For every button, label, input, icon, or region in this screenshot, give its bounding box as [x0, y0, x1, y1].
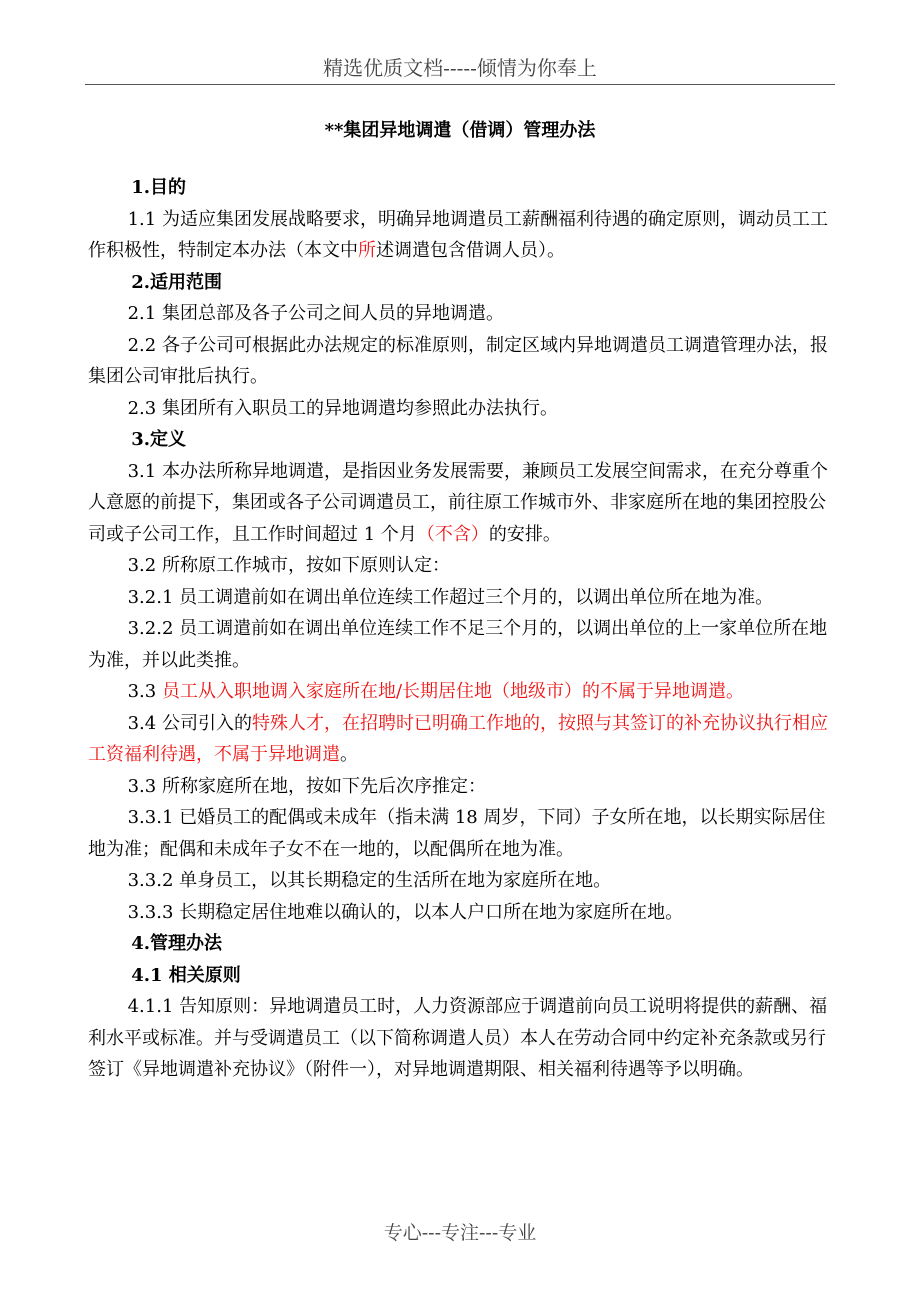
paragraph-3-2-2: 3.2.2 员工调遣前如在调出单位连续工作不足三个月的，以调出单位的上一家单位所在地为准，并以此类推。 — [88, 618, 828, 671]
paragraph-3-2: 3.2 所称原工作城市，按如下原则认定： — [127, 555, 450, 576]
text-run: 3.4 公司引入的 — [127, 712, 252, 734]
section-heading-purpose: 1.目的 — [131, 177, 186, 198]
paragraph-3-1 — [88, 456, 828, 551]
page-header: 精选优质文档-----倾情为你奉上 — [323, 56, 597, 80]
paragraph-4-1-1: 4.1.1 告知原则：异地调遣员工时，人力资源部应于调遣前向员工说明将提供的薪酬、福利水平或标准。并与受调遣员工（以下简称调遣人员）本人在劳动合同中约定补充条款或另行签订《异地调遣补充协议》（附件一），对异地调遣期限、相关福利待遇等予以明确。 — [88, 996, 828, 1080]
paragraph-3-3-a — [88, 676, 828, 708]
text-run: 3.1 本办法所称异地调遣，是指因业务发展需要，兼顾员工发展空间需求，在充分尊重个人意愿的前提下，集团或各子公司调遣员工，前往原工作城市外、非家庭所在地的集团控股公司或子公司工作，且工作时间超过 1 个月 — [88, 460, 828, 545]
document-title: **集团异地调遣（借调）管理办法 — [324, 120, 596, 141]
paragraph-1-1 — [88, 204, 828, 267]
text-run: 的安排。 — [488, 523, 561, 545]
header-rule — [85, 84, 835, 85]
paragraph-3-3: 3.3 所称家庭所在地，按如下先后次序推定： — [127, 775, 486, 797]
text-run: 3.3 — [127, 681, 162, 702]
highlight-run: 。 — [726, 681, 745, 702]
highlight-run: 特殊人才，在招聘时已明确工作地的，按照与其签订的补充协议执行相应工资福利待遇，不属于异地调遣 — [88, 712, 828, 765]
paragraph-3-3-2: 3.3.2 单身员工，以其长期稳定的生活所在地为家庭所在地。 — [127, 870, 612, 891]
highlight-run: 员工从入职地调入家庭所在地/长期居住地（地级市）的不属于异地调遣 — [161, 681, 727, 702]
document-body — [88, 172, 828, 1086]
text-run: 。 — [340, 744, 358, 765]
section-heading-management: 4.管理办法 — [131, 933, 222, 954]
paragraph-3-3-1: 3.3.1 已婚员工的配偶或未成年（指未满 18 周岁，下同）子女所在地，以长期实际居住地为准；配偶和未成年子女不在一地的，以配偶所在地为准。 — [88, 807, 826, 860]
subsection-heading-principles: 4.1 相关原则 — [131, 964, 241, 986]
section-heading-definition: 3.定义 — [131, 429, 186, 450]
page-footer: 专心---专注---专业 — [383, 1222, 537, 1244]
paragraph-2-2: 2.2 各子公司可根据此办法规定的标准原则，制定区域内异地调遣员工调遣管理办法，报集团公司审批后执行。 — [88, 334, 828, 387]
highlight-run: （不含） — [416, 523, 489, 545]
paragraph-3-2-1: 3.2.1 员工调遣前如在调出单位连续工作超过三个月的，以调出单位所在地为准。 — [127, 586, 774, 608]
paragraph-3-4 — [88, 708, 828, 771]
paragraph-2-3: 2.3 集团所有入职员工的异地调遣均参照此办法执行。 — [127, 397, 558, 419]
section-heading-scope: 2.适用范围 — [131, 271, 222, 293]
paragraph-3-3-3: 3.3.3 长期稳定居住地难以确认的，以本人户口所在地为家庭所在地。 — [127, 901, 684, 923]
highlight-run: 所 — [358, 240, 376, 261]
text-run: 1.1 为适应集团发展战略要求，明确异地调遣员工薪酬福利待遇的确定原则，调动员工工作积极性，特制定本办法（本文中 — [88, 208, 828, 261]
text-run: 述调遣包含借调人员）。 — [376, 240, 565, 261]
paragraph-2-1: 2.1 集团总部及各子公司之间人员的异地调遣。 — [127, 303, 504, 324]
